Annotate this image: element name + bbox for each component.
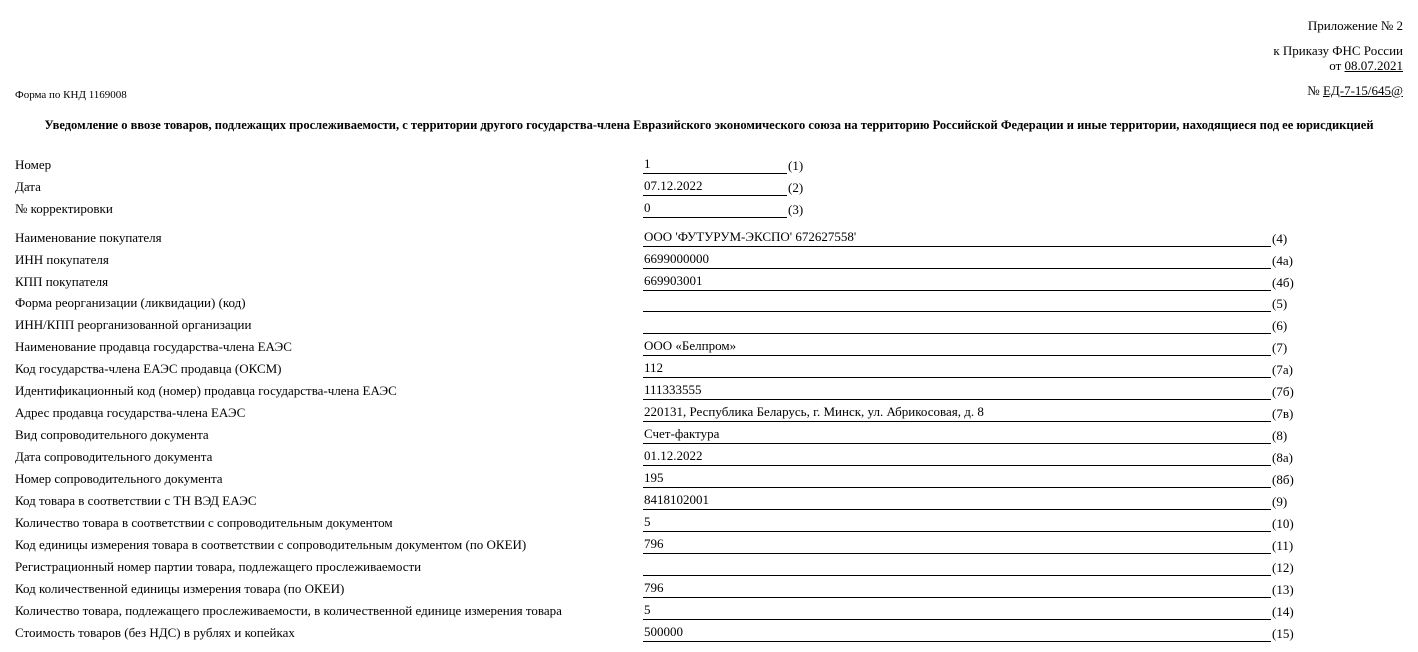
field-value: 111333555 xyxy=(643,382,1271,400)
field-label: Стоимость товаров (без НДС) в рублях и копейках xyxy=(15,625,295,640)
appendix-block xyxy=(1273,18,1403,98)
field-code: (4) xyxy=(1272,231,1288,246)
field-code: (9) xyxy=(1272,494,1288,509)
order-number-line: № ЕД-7-15/645@ xyxy=(1307,82,1403,98)
appendix-label: Приложение № 2 xyxy=(1307,18,1403,33)
field-value: 195 xyxy=(643,470,1271,488)
field-code: (12) xyxy=(1272,560,1294,575)
field-label: Вид сопроводительного документа xyxy=(15,427,209,442)
field-label: Код товара в соответствии с ТН ВЭД ЕАЭС xyxy=(15,493,257,508)
field-label: ИНН/КПП реорганизованной организации xyxy=(15,317,252,332)
field-code: (13) xyxy=(1272,582,1294,597)
field-row-tnved xyxy=(0,490,1418,512)
field-label: Количество товара, подлежащего прослеживаемости, в количественной единице измерения товара xyxy=(15,603,562,618)
form-code: Форма по КНД 1169008 xyxy=(15,89,127,101)
field-row-doc-number xyxy=(0,468,1418,490)
field-code: (6) xyxy=(1272,318,1288,333)
field-code: (10) xyxy=(1272,516,1294,531)
field-row-reorg-inn-kpp xyxy=(0,314,1418,336)
field-row-seller-address xyxy=(0,402,1418,424)
field-value: Счет-фактура xyxy=(643,426,1271,444)
order-date-line: от 08.07.2021 xyxy=(1329,58,1403,73)
field-label: Наименование продавца государства-члена ЕАЭС xyxy=(15,339,292,354)
field-value: 0 xyxy=(643,200,787,218)
field-row-seller-name xyxy=(0,336,1418,358)
field-row-qty-unit-code xyxy=(0,578,1418,600)
order-date: 08.07.2021 xyxy=(1344,58,1403,73)
field-label: Регистрационный номер партии товара, подлежащего прослеживаемости xyxy=(15,559,422,574)
field-label: ИНН покупателя xyxy=(15,252,109,267)
field-value: 220131, Республика Беларусь, г. Минск, ул. Абрикосовая, д. 8 xyxy=(643,404,1271,422)
field-value xyxy=(643,294,1271,312)
field-code: (8) xyxy=(1272,428,1288,443)
field-row-buyer-name xyxy=(0,227,1418,249)
field-value: 500000 xyxy=(643,624,1271,642)
field-row-number xyxy=(0,154,1418,176)
field-label: Количество товара в соответствии с сопроводительным документом xyxy=(15,515,393,530)
field-value: 1 xyxy=(643,156,787,174)
field-value: ООО «Белпром» xyxy=(643,338,1271,356)
field-row-seller-id xyxy=(0,380,1418,402)
field-label: Код единицы измерения товара в соответствии с сопроводительным документом (по ОКЕИ) xyxy=(15,537,527,552)
field-row-quantity xyxy=(0,512,1418,534)
field-label: КПП покупателя xyxy=(15,274,109,289)
field-code: (8а) xyxy=(1272,450,1293,465)
field-value: 5 xyxy=(643,602,1271,620)
field-label: Дата xyxy=(15,179,41,194)
field-code: (15) xyxy=(1272,626,1294,641)
field-code: (11) xyxy=(1272,538,1294,553)
field-code: (4а) xyxy=(1272,253,1293,268)
order-label: к Приказу ФНС России xyxy=(1273,42,1403,58)
field-label: Номер сопроводительного документа xyxy=(15,471,223,486)
field-row-batch-reg xyxy=(0,556,1418,578)
field-value: 07.12.2022 xyxy=(643,178,787,196)
field-code: (7в) xyxy=(1272,406,1294,421)
field-row-doc-type xyxy=(0,424,1418,446)
field-value: 6699000000 xyxy=(643,251,1271,269)
field-label: № корректировки xyxy=(15,201,113,216)
field-row-date xyxy=(0,176,1418,198)
field-value: 5 xyxy=(643,514,1271,532)
field-row-buyer-inn xyxy=(0,249,1418,271)
field-value xyxy=(643,558,1271,576)
field-label: Наименование покупателя xyxy=(15,230,162,245)
order-number: ЕД-7-15/645@ xyxy=(1322,82,1403,98)
field-code: (2) xyxy=(788,180,804,195)
document-title: Уведомление о ввозе товаров, подлежащих прослеживаемости, с территории другого государства-члена Евразийского экономического союза на территорию Российской Федерации и иные территории, находящиеся под ее юрисдикцией xyxy=(44,118,1374,132)
field-label: Код государства-члена ЕАЭС продавца (ОКСМ) xyxy=(15,361,282,376)
field-row-buyer-kpp xyxy=(0,271,1418,293)
field-code: (4б) xyxy=(1272,275,1294,290)
field-label: Идентификационный код (номер) продавца государства-члена ЕАЭС xyxy=(15,383,397,398)
field-row-correction xyxy=(0,198,1418,220)
field-code: (3) xyxy=(788,202,804,217)
field-row-doc-date xyxy=(0,446,1418,468)
field-value: 8418102001 xyxy=(643,492,1271,510)
field-code: (7а) xyxy=(1272,362,1293,377)
field-row-traced-qty xyxy=(0,600,1418,622)
field-code: (7б) xyxy=(1272,384,1294,399)
field-row-reorg-form xyxy=(0,292,1418,314)
field-row-seller-country xyxy=(0,358,1418,380)
field-value: 112 xyxy=(643,360,1271,378)
field-code: (8б) xyxy=(1272,472,1294,487)
field-label: Адрес продавца государства-члена ЕАЭС xyxy=(15,405,246,420)
field-row-unit-code xyxy=(0,534,1418,556)
field-code: (1) xyxy=(788,158,804,173)
field-label: Код количественной единицы измерения товара (по ОКЕИ) xyxy=(15,581,345,596)
field-value: 796 xyxy=(643,536,1271,554)
field-value xyxy=(643,316,1271,334)
field-value: ООО 'ФУТУРУМ-ЭКСПО' 672627558' xyxy=(643,229,1271,247)
field-row-cost xyxy=(0,622,1418,644)
field-code: (5) xyxy=(1272,296,1288,311)
field-code: (14) xyxy=(1272,604,1294,619)
field-label: Номер xyxy=(15,157,52,172)
field-value: 01.12.2022 xyxy=(643,448,1271,466)
field-code: (7) xyxy=(1272,340,1288,355)
field-value: 796 xyxy=(643,580,1271,598)
field-label: Дата сопроводительного документа xyxy=(15,449,213,464)
field-label: Форма реорганизации (ликвидации) (код) xyxy=(15,295,246,310)
field-value: 669903001 xyxy=(643,273,1271,291)
